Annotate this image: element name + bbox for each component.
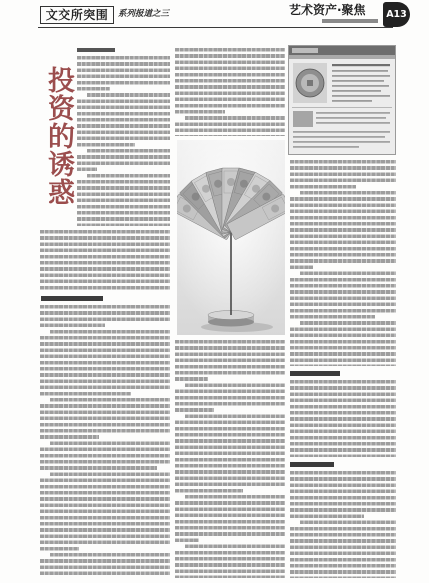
column-1-body-text-middle [40, 230, 170, 292]
column-2-body-text-upper [175, 48, 285, 136]
paragraph-end [157, 466, 170, 471]
site-text-line [293, 136, 385, 138]
paragraph-indent [290, 321, 300, 326]
paragraph-end [105, 323, 170, 328]
paragraph-indent [40, 472, 50, 477]
paragraph-end [131, 391, 170, 396]
paragraph-indent [175, 544, 185, 549]
paragraph-end [135, 142, 170, 147]
site-text-line [332, 64, 390, 66]
column-1-body-text-lower [40, 305, 170, 578]
paragraph-indent [175, 414, 185, 419]
paragraph-end [79, 546, 170, 551]
paragraph-end [110, 87, 170, 92]
column-1-subheading [41, 296, 103, 301]
paragraph-end [243, 488, 285, 493]
paragraph-indent [175, 116, 185, 121]
paragraph-end [208, 377, 285, 382]
column-1-body-text-upper [77, 56, 170, 226]
column-3-body-text-upper [290, 160, 396, 366]
site-text-line [332, 70, 388, 72]
column-2-body-text-lower [175, 340, 285, 578]
paragraph-indent [290, 520, 300, 525]
site-text-line [332, 80, 384, 82]
site-text-line [332, 75, 390, 77]
site-logo [292, 48, 318, 53]
banknote-portrait [227, 178, 235, 186]
column-3-body-text-middle [290, 380, 396, 457]
column-3-subheading-2 [290, 462, 334, 467]
section-title: 艺术资产·聚焦 [289, 3, 366, 17]
paragraph-end [99, 435, 171, 440]
site-text-line [316, 122, 390, 124]
site-seal-hole [307, 80, 313, 86]
series-label: 系列报道之三 [118, 9, 170, 19]
paragraph-indent [40, 553, 50, 558]
paragraph-end [375, 315, 396, 320]
paragraph-end [214, 408, 286, 413]
site-nav-bar [289, 55, 395, 59]
paragraph-indent [175, 383, 185, 388]
website-screenshot-image [288, 45, 396, 155]
paragraph-indent [77, 93, 87, 98]
column-3-body-text-lower [290, 471, 396, 578]
paragraph-indent [40, 441, 50, 446]
paragraph-indent [40, 329, 50, 334]
header-date-text [322, 19, 378, 23]
paragraph-end [225, 110, 286, 115]
site-text-line [332, 90, 381, 92]
byline [77, 48, 115, 52]
site-text-line [293, 146, 359, 148]
article-headline: 投资的诱惑 [43, 66, 74, 206]
site-text-line [316, 112, 390, 114]
site-thumbnail [293, 111, 313, 127]
paragraph-end [199, 538, 285, 543]
site-seal-image [293, 63, 327, 103]
header-rule [38, 27, 393, 28]
paragraph-indent [77, 149, 87, 154]
page-number-badge: A13 [383, 2, 410, 27]
column-label-box: 文交所突围 [40, 6, 114, 24]
site-text-line [293, 141, 390, 143]
paragraph-end [364, 514, 396, 519]
paragraph-end [356, 184, 396, 189]
site-text-line [316, 117, 386, 119]
paragraph-indent [290, 191, 300, 196]
site-divider [292, 107, 392, 108]
paragraph-end [313, 265, 396, 270]
paragraph-indent [175, 495, 185, 500]
site-text-line [332, 85, 389, 87]
paragraph-indent [77, 173, 87, 178]
site-text-line [293, 131, 390, 133]
site-text-line [332, 100, 372, 102]
paragraph-indent [290, 271, 300, 276]
column-3-subheading-1 [290, 371, 340, 376]
site-text-line [332, 95, 390, 97]
paragraph-indent [40, 398, 50, 403]
paragraph-end [97, 167, 170, 172]
banknote-sculpture-photo [177, 140, 285, 335]
